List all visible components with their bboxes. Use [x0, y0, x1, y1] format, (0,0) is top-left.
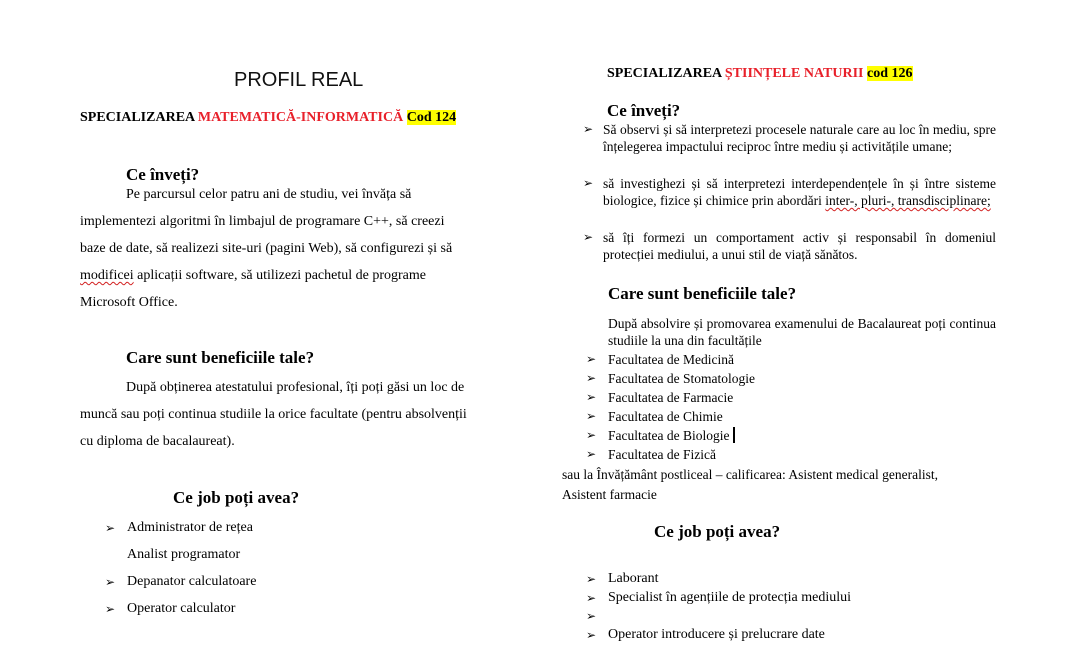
arrow-bullet-icon [586, 446, 596, 463]
left-learn-line-5: Microsoft Office. [80, 295, 178, 310]
faculty-item: Facultatea de Fizică [608, 447, 716, 462]
left-benefits-line-2: muncă sau poți continua studiile la orice facultate (pentru absolvenții [80, 407, 467, 422]
arrow-bullet-icon [586, 608, 596, 625]
right-benefits-intro: După absolvire și promovarea examenului de Bacalaureat poți continua studiile la una din facultățile [608, 316, 996, 348]
arrow-bullet-icon [105, 601, 115, 618]
left-job-item: Depanator calculatoare [127, 574, 257, 589]
arrow-bullet-icon [586, 427, 596, 444]
arrow-bullet-icon [586, 571, 596, 588]
faculty-item: Facultatea de Stomatologie [608, 371, 755, 386]
left-learn-line-2: implementezi algoritmi în limbajul de programare C++, să creezi [80, 214, 445, 229]
faculty-item: Facultatea de Medicină [608, 352, 734, 367]
right-job-item: Operator introducere și prelucrare date [608, 627, 825, 642]
left-learn-line-1: Pe parcursul celor patru ani de studiu, vei învăța să [126, 187, 412, 202]
arrow-bullet-icon [583, 229, 593, 246]
arrow-bullet-icon [586, 590, 596, 607]
right-specialization-heading [607, 65, 913, 83]
left-spec-code: Cod 124 [406, 110, 457, 125]
right-benefits-heading: Care sunt beneficiile tale? [608, 284, 797, 303]
right-learn-item: să îți formezi un comportament activ și responsabil în domeniul protecției mediului, a unui stil de viață sănătos. [603, 230, 996, 262]
left-benefits-line-1: După obținerea atestatului profesional, îți poți găsi un loc de [126, 380, 465, 395]
right-job-item: Specialist în agențiile de protecția mediului [608, 590, 851, 605]
faculty-item: Facultatea de Biologie [608, 427, 735, 444]
arrow-bullet-icon [586, 627, 596, 644]
right-spec-name: ȘTIINȚELE NATURII [724, 66, 864, 81]
right-spec-code: cod 126 [867, 66, 913, 81]
left-learn-line-4: modificei aplicații software, să utilizezi pachetul de programe [80, 268, 426, 283]
arrow-bullet-icon [105, 520, 115, 537]
arrow-bullet-icon [586, 370, 596, 387]
right-spec-prefix: SPECIALIZAREA [607, 66, 725, 81]
left-spec-prefix: SPECIALIZAREA [80, 110, 198, 125]
misspelled-phrase: inter-, pluri-, transdisciplinare; [825, 193, 991, 208]
right-learn-item: să investighezi și să interpretezi interdependențele în și între sisteme biologice, fizice și chimice prin abordări inter-, pluri-, transdisciplinare; [603, 176, 996, 208]
arrow-bullet-icon [586, 389, 596, 406]
faculty-item: Facultatea de Farmacie [608, 390, 734, 405]
arrow-bullet-icon [586, 408, 596, 425]
left-benefits-heading: Care sunt beneficiile tale? [126, 348, 315, 367]
faculty-item: Facultatea de Chimie [608, 409, 723, 424]
misspelled-word: modificei [80, 268, 134, 283]
left-learn-line-3: baze de date, să realizezi site-uri (pagini Web), să configurezi și să [80, 241, 453, 256]
arrow-bullet-icon [583, 175, 593, 192]
left-spec-name: MATEMATICĂ-INFORMATICĂ [197, 110, 404, 125]
left-job-item: Analist programator [127, 547, 241, 562]
left-specialization-heading [80, 109, 456, 127]
left-benefits-line-3: cu diploma de bacalaureat). [80, 434, 235, 449]
left-job-heading: Ce job poți avea? [173, 488, 300, 507]
text-cursor [733, 427, 735, 443]
left-learn-heading: Ce înveți? [126, 165, 200, 184]
left-job-item: Operator calculator [127, 601, 236, 616]
right-job-item: Laborant [608, 571, 659, 586]
right-learn-heading: Ce înveți? [607, 101, 681, 120]
postlicee-line-2: Asistent farmacie [562, 487, 657, 502]
right-job-heading: Ce job poți avea? [654, 522, 781, 541]
arrow-bullet-icon [583, 121, 593, 138]
profile-title: PROFIL REAL [234, 69, 364, 91]
arrow-bullet-icon [586, 351, 596, 368]
left-job-item: Administrator de rețea [127, 520, 253, 535]
arrow-bullet-icon [105, 574, 115, 591]
postlicee-line-1: sau la Învățământ postliceal – calificarea: Asistent medical generalist, [562, 467, 938, 482]
right-learn-item: Să observi și să interpretezi procesele naturale care au loc în mediu, spre înțelegerea impactului reciproc între mediu și activitățile umane; [603, 122, 996, 154]
